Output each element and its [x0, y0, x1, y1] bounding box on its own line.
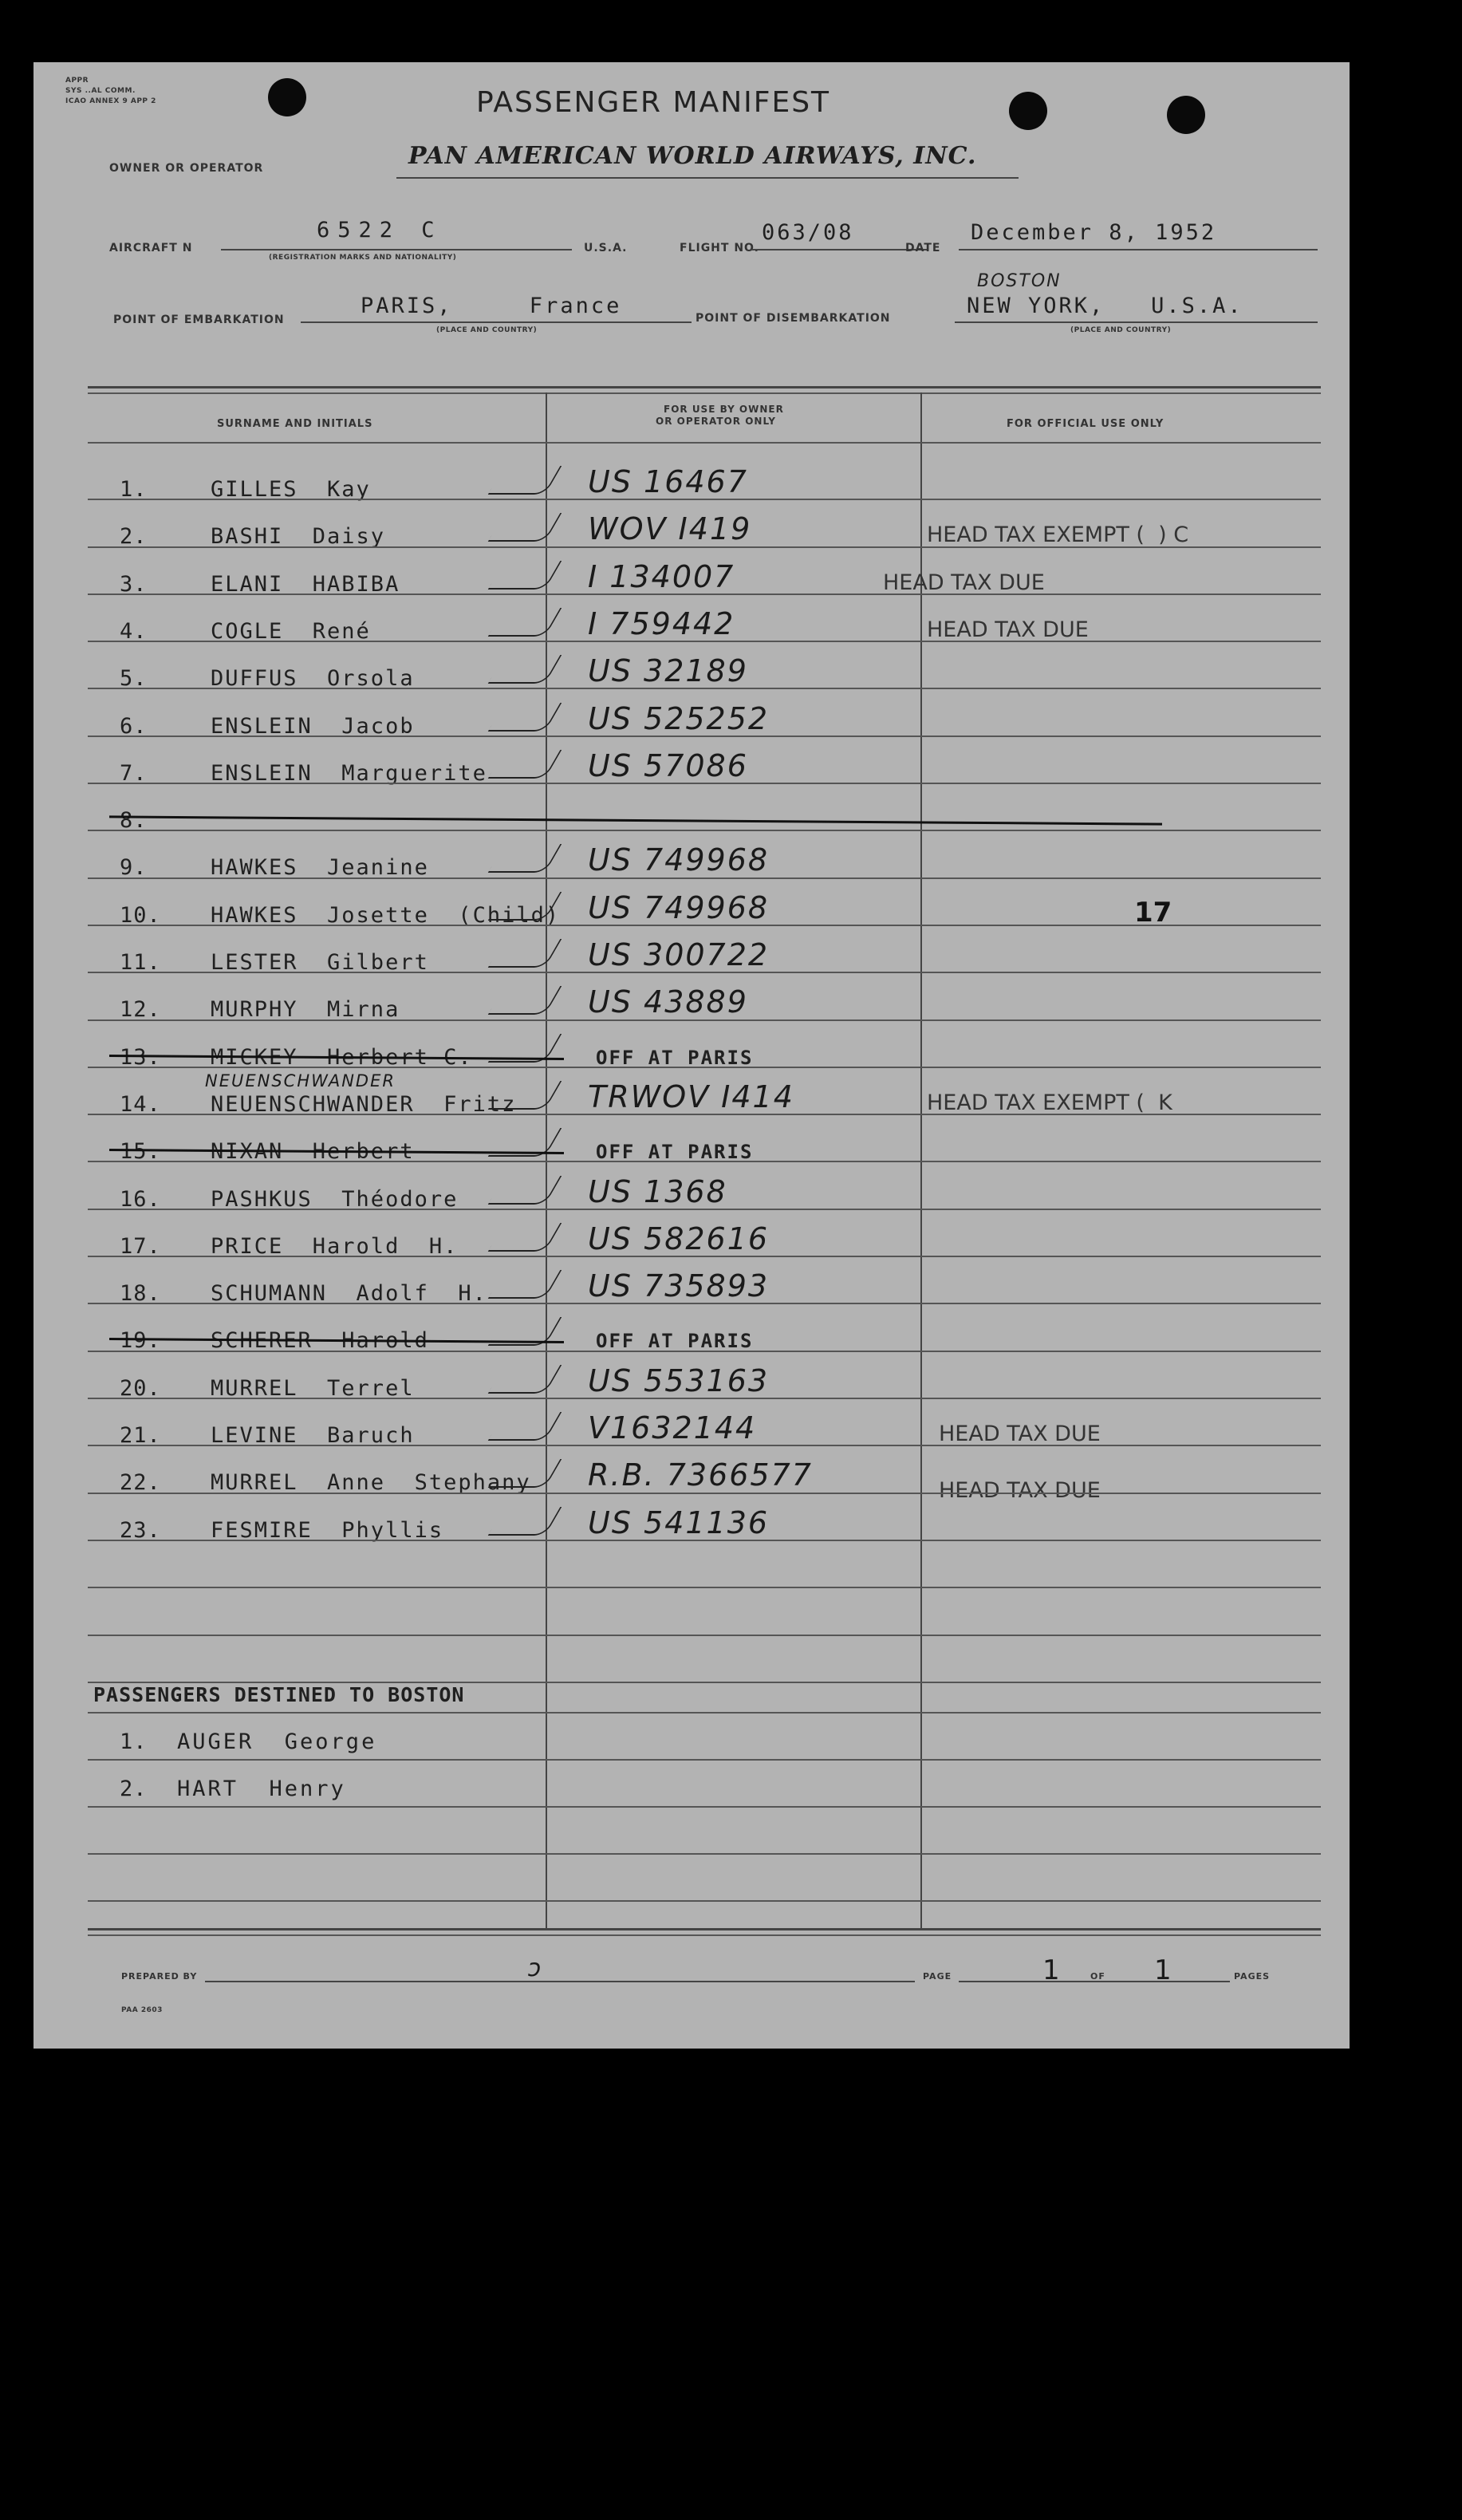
head-tax-stamp: HEAD TAX DUE	[939, 1478, 1101, 1504]
row-rule	[88, 1587, 1321, 1588]
row-number: 14.	[120, 1091, 161, 1117]
embark-label: POINT OF EMBARKATION	[113, 314, 285, 326]
passenger-name: SCHUMANN Adolf H.	[211, 1281, 487, 1307]
document-number: US 32189	[588, 653, 748, 689]
page-title: PASSENGER MANIFEST	[476, 86, 831, 119]
date-underline	[959, 249, 1318, 250]
table-row	[33, 1019, 1350, 1070]
disembark-underline	[955, 321, 1318, 323]
check-mark-icon	[488, 750, 562, 779]
table-top-rule	[88, 386, 1321, 388]
aircraft-underline	[221, 249, 572, 250]
prepared-underline	[205, 1981, 915, 1982]
document-number: US 525252	[588, 700, 770, 736]
check-mark-icon	[488, 561, 562, 590]
row-rule	[88, 1635, 1321, 1636]
table-row	[33, 1493, 1350, 1543]
flight-value: 063/08	[762, 220, 854, 245]
document-number: I 759442	[588, 605, 735, 641]
boston-passenger-name: AUGER George	[177, 1729, 377, 1754]
passenger-name: NIXAN Herbert	[211, 1139, 415, 1165]
passenger-name: GILLES Kay	[211, 477, 371, 502]
pages-label: PAGES	[1234, 1971, 1271, 1982]
document-number: US 16467	[588, 464, 748, 499]
operator-name: PAN AMERICAN WORLD AIRWAYS, INC.	[408, 142, 977, 170]
row-rule	[88, 1712, 1321, 1714]
passenger-name: ENSLEIN Marguerite	[211, 760, 487, 786]
page-label: PAGE	[923, 1971, 952, 1982]
column-header-official: FOR OFFICIAL USE ONLY	[1007, 418, 1164, 430]
check-mark-icon	[488, 1412, 562, 1441]
date-value: December 8, 1952	[971, 220, 1217, 245]
row-rule	[88, 1853, 1321, 1855]
table-row	[33, 1303, 1350, 1354]
document-number: US 57086	[588, 747, 748, 783]
row-number: 1.	[120, 1729, 148, 1754]
document-number: US 749968	[588, 889, 770, 925]
document-number: V1632144	[588, 1410, 757, 1445]
head-tax-stamp: HEAD TAX DUE	[939, 1422, 1101, 1446]
approval-line: ICAO ANNEX 9 APP 2	[65, 97, 156, 105]
row-number: 6.	[120, 713, 148, 739]
row-number: 5.	[120, 666, 148, 692]
disembark-value: NEW YORK, U.S.A.	[967, 294, 1243, 318]
row-number: 2.	[120, 524, 148, 550]
official-count: 17	[1134, 896, 1172, 929]
flight-label: FLIGHT NO.	[680, 242, 759, 254]
document-number: TRWOV I414	[588, 1079, 794, 1114]
check-mark-icon	[488, 939, 562, 968]
row-number: 23.	[120, 1517, 161, 1543]
off-at-paris-note: OFF AT PARIS	[596, 1330, 754, 1353]
check-mark-icon	[488, 1459, 562, 1488]
table-row	[33, 877, 1350, 929]
table-row	[33, 499, 1350, 550]
row-rule	[88, 1900, 1321, 1902]
head-tax-stamp: HEAD TAX EXEMPT ( ) C	[927, 523, 1189, 548]
approval-line: APPR	[65, 77, 89, 85]
aircraft-value: 6522 C	[317, 218, 443, 243]
table-row	[33, 1351, 1350, 1401]
row-number: 17.	[120, 1233, 161, 1259]
row-number: 10.	[120, 902, 161, 928]
passenger-name: LESTER Gilbert	[211, 950, 429, 975]
passenger-name: SCHERER Harold	[211, 1328, 429, 1354]
form-code: PAA 2603	[121, 2006, 163, 2014]
passenger-name: LEVINE Baruch	[211, 1423, 415, 1448]
passenger-name: MURPHY Mirna	[211, 997, 400, 1023]
row-number: 7.	[120, 760, 148, 786]
row-rule	[88, 1540, 1321, 1541]
row-number: 22.	[120, 1470, 161, 1496]
boston-passenger-name: HART Henry	[177, 1777, 346, 1801]
embark-value: PARIS, France	[361, 294, 622, 318]
document-number: US 541136	[588, 1505, 770, 1540]
preparer-initials: ↄ	[528, 1954, 543, 1982]
table-bottom-rule	[88, 1928, 1321, 1930]
check-mark-icon	[488, 1223, 562, 1252]
punch-hole	[268, 78, 306, 116]
document-number: US 582616	[588, 1221, 770, 1256]
name-correction: NEUENSCHWANDER	[205, 1071, 396, 1090]
off-at-paris-note: OFF AT PARIS	[596, 1046, 754, 1069]
check-mark-icon	[488, 513, 562, 542]
table-row	[33, 1067, 1350, 1117]
check-mark-icon	[488, 1270, 562, 1299]
table-row	[33, 1161, 1350, 1212]
punch-hole	[1009, 92, 1047, 130]
passenger-name: FESMIRE Phyllis	[211, 1517, 444, 1543]
document-number: US 1368	[588, 1173, 727, 1209]
table-row	[33, 925, 1350, 975]
row-number: 16.	[120, 1186, 161, 1212]
disembark-sublabel: (PLACE AND COUNTRY)	[1070, 326, 1172, 334]
check-mark-icon	[488, 703, 562, 732]
header-bottom-rule	[88, 442, 1321, 444]
passenger-name: PASHKUS Théodore	[211, 1186, 459, 1212]
row-number: 8.	[120, 808, 148, 834]
page-total: 1	[1154, 1954, 1173, 1986]
row-number: 2.	[120, 1777, 148, 1801]
row-number: 11.	[120, 950, 161, 975]
disembark-handwritten: BOSTON	[977, 271, 1062, 291]
table-row	[33, 972, 1350, 1023]
head-tax-stamp: HEAD TAX DUE	[883, 570, 1045, 595]
owner-label: OWNER OR OPERATOR	[109, 162, 264, 175]
approval-line: SYS ..AL COMM.	[65, 87, 136, 95]
prepared-label: PREPARED BY	[121, 1971, 198, 1982]
off-at-paris-note: OFF AT PARIS	[596, 1141, 754, 1164]
row-number: 3.	[120, 571, 148, 597]
row-number: 9.	[120, 855, 148, 881]
table-row	[33, 1256, 1350, 1307]
column-header-names: SURNAME AND INITIALS	[217, 418, 373, 430]
head-tax-stamp: HEAD TAX EXEMPT ( K	[927, 1090, 1172, 1115]
table-row	[33, 830, 1350, 881]
head-tax-stamp: HEAD TAX DUE	[927, 617, 1089, 642]
boston-heading: PASSENGERS DESTINED TO BOSTON	[93, 1683, 465, 1706]
check-mark-icon	[488, 1507, 562, 1536]
punch-hole	[1167, 96, 1205, 134]
table-row	[33, 735, 1350, 786]
row-number: 13.	[120, 1044, 161, 1070]
table-row	[33, 688, 1350, 739]
document-number: WOV I419	[588, 511, 752, 547]
document-number: US 300722	[588, 937, 770, 972]
manifest-sheet	[33, 62, 1350, 2049]
embark-underline	[301, 321, 692, 323]
table-row	[33, 641, 1350, 692]
table-row	[33, 1398, 1350, 1448]
row-rule	[88, 1806, 1321, 1808]
row-number: 1.	[120, 477, 148, 502]
column-header-owner: OR OPERATOR ONLY	[656, 416, 776, 427]
check-mark-icon	[488, 608, 562, 637]
passenger-name: PRICE Harold H.	[211, 1233, 459, 1259]
table-row	[33, 783, 1350, 834]
document-number: US 43889	[588, 984, 748, 1020]
page-number: 1	[1042, 1954, 1062, 1986]
row-number: 19.	[120, 1328, 161, 1354]
document-number: I 134007	[588, 558, 735, 594]
row-number: 15.	[120, 1139, 161, 1165]
document-number: US 749968	[588, 842, 770, 878]
date-label: DATE	[905, 242, 941, 254]
row-number: 12.	[120, 997, 161, 1023]
row-number: 18.	[120, 1281, 161, 1307]
passenger-name: HAWKES Josette (Child)	[211, 902, 561, 928]
row-number: 4.	[120, 618, 148, 644]
operator-underline	[396, 177, 1019, 179]
table-top-rule	[88, 392, 1321, 394]
passenger-name: BASHI Daisy	[211, 524, 386, 550]
passenger-name: MURREL Terrel	[211, 1375, 415, 1401]
table-row	[33, 594, 1350, 644]
check-mark-icon	[488, 1081, 562, 1110]
passenger-name: MURREL Anne Stephany	[211, 1470, 531, 1496]
table-bottom-rule	[88, 1934, 1321, 1936]
table-row	[33, 1209, 1350, 1259]
passenger-name: HAWKES Jeanine	[211, 855, 429, 881]
embark-sublabel: (PLACE AND COUNTRY)	[436, 326, 538, 334]
column-header-owner: FOR USE BY OWNER	[664, 404, 784, 415]
row-number: 21.	[120, 1423, 161, 1448]
document-number: US 735893	[588, 1268, 770, 1304]
check-mark-icon	[488, 655, 562, 684]
of-label: OF	[1090, 1971, 1105, 1982]
disembark-label: POINT OF DISEMBARKATION	[696, 312, 891, 325]
aircraft-label: AIRCRAFT N	[109, 242, 193, 254]
passenger-name: ELANI HABIBA	[211, 571, 400, 597]
check-mark-icon	[488, 1365, 562, 1394]
row-rule	[88, 1759, 1321, 1761]
passenger-name: COGLE René	[211, 618, 371, 644]
passenger-name: NEUENSCHWANDER Fritz	[211, 1091, 517, 1117]
row-number: 20.	[120, 1375, 161, 1401]
table-row	[33, 1114, 1350, 1165]
table-row	[33, 452, 1350, 502]
check-mark-icon	[488, 844, 562, 873]
document-number: US 553163	[588, 1363, 770, 1398]
document-number: R.B. 7366577	[588, 1457, 813, 1493]
strike-through-line	[109, 815, 1162, 825]
aircraft-sublabel: (REGISTRATION MARKS AND NATIONALITY)	[269, 254, 457, 262]
passenger-name: DUFFUS Orsola	[211, 666, 415, 692]
table-row	[33, 546, 1350, 597]
check-mark-icon	[488, 466, 562, 495]
pages-underline	[959, 1981, 1230, 1982]
flight-underline	[751, 249, 927, 250]
table-row	[33, 1445, 1350, 1504]
check-mark-icon	[488, 986, 562, 1015]
country-label: U.S.A.	[584, 242, 628, 254]
check-mark-icon	[488, 1176, 562, 1205]
passenger-name: MICKEY Herbert C.	[211, 1044, 473, 1070]
passenger-name: ENSLEIN Jacob	[211, 713, 415, 739]
